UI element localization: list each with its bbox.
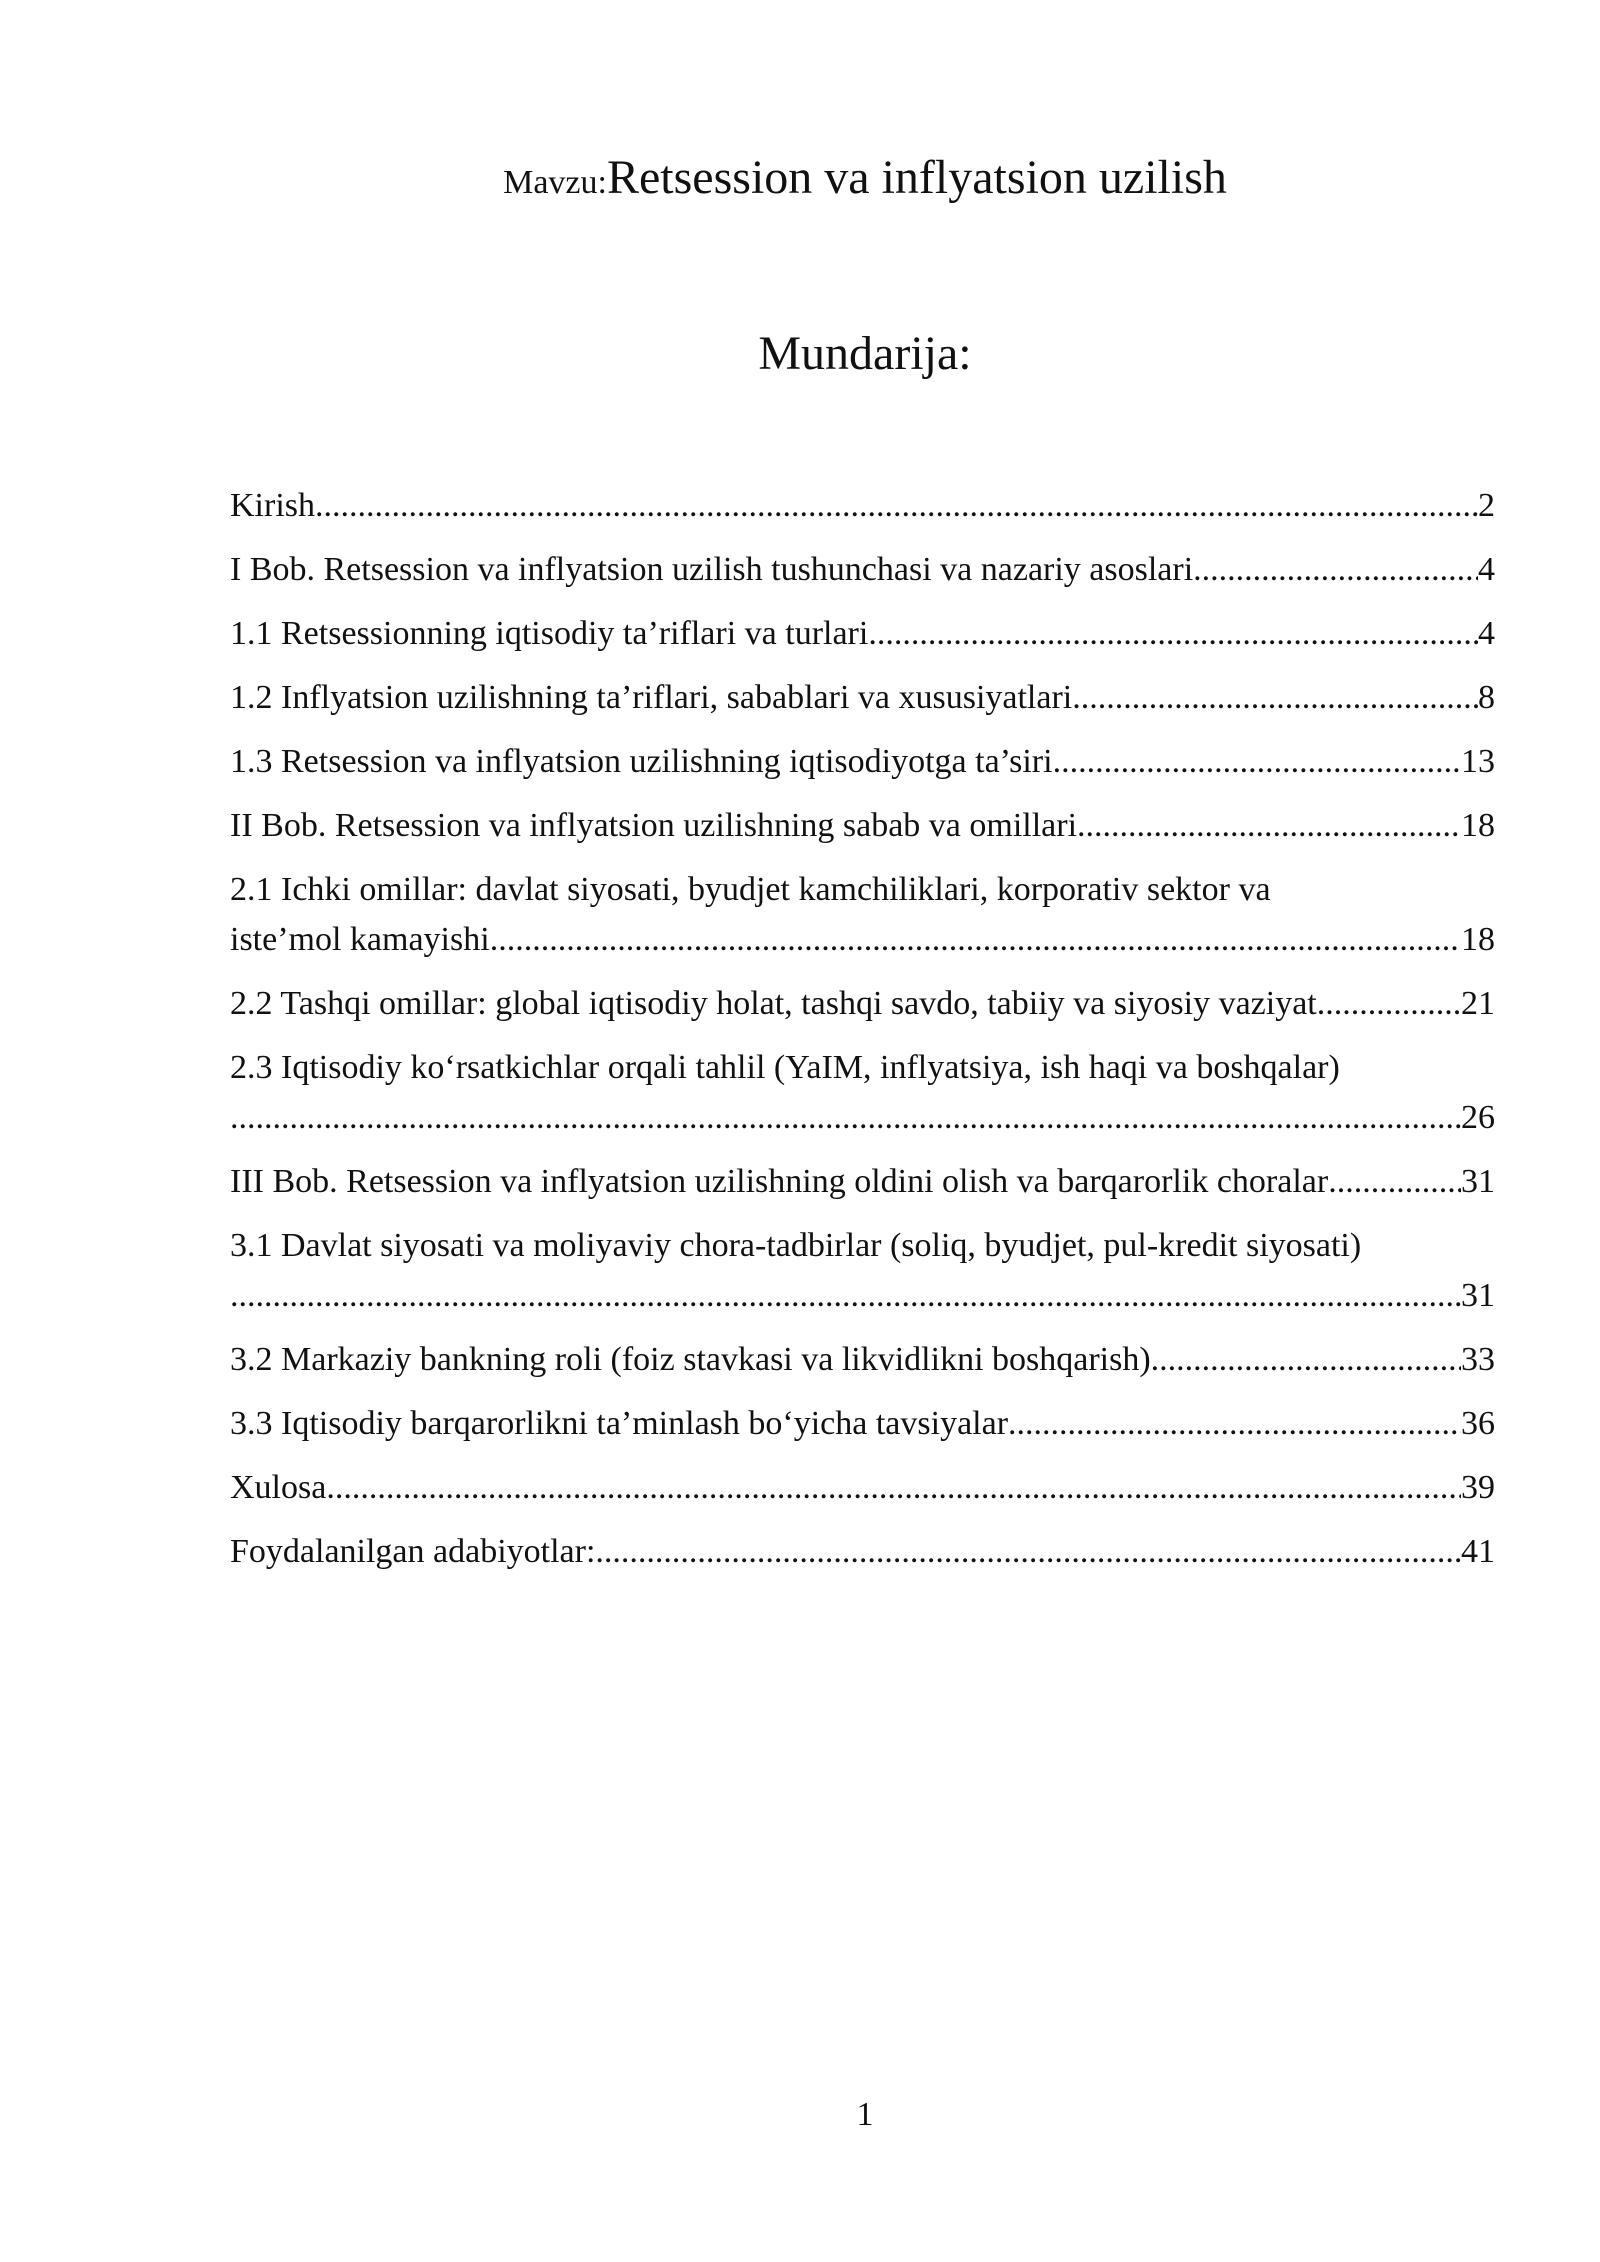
dot-leader: [230, 1271, 1461, 1321]
toc-entry: [230, 1527, 1495, 1577]
toc-entry-title: 3.2 Markaziy bankning roli (foiz stavkasi va likvidlikni boshqarish): [230, 1341, 1151, 1378]
toc-entry: [230, 1335, 1495, 1385]
dot-leader: [1008, 1399, 1461, 1449]
toc-entry: [230, 1221, 1495, 1321]
toc-entry-page: 4: [1478, 551, 1495, 588]
toc-entry-title: Kirish: [230, 487, 315, 524]
dot-leader: [595, 1527, 1461, 1577]
toc-entry-line: [230, 915, 1495, 965]
toc-entry-page: 36: [1461, 1405, 1495, 1442]
document-title: [0, 150, 1600, 205]
toc-entry-line: [230, 1463, 1495, 1513]
toc-entry-page: 21: [1461, 985, 1495, 1022]
toc-entry-page: 4: [1478, 615, 1495, 652]
dot-leader: [1053, 737, 1461, 787]
toc-entry: [230, 801, 1495, 851]
table-of-contents: [230, 481, 1495, 1591]
toc-entry: [230, 1157, 1495, 1207]
toc-entry-line: [230, 737, 1495, 787]
dot-leader: [1072, 673, 1478, 723]
toc-entry-page: 2: [1478, 487, 1495, 524]
toc-entry-title: Xulosa: [230, 1469, 327, 1506]
toc-entry: [230, 979, 1495, 1029]
toc-entry: [230, 1043, 1495, 1143]
toc-entry-title: 1.1 Retsessionning iqtisodiy ta’riflari va turlari: [230, 615, 869, 652]
toc-entry-title: iste’mol kamayishi: [230, 921, 490, 958]
dot-leader: [1077, 801, 1461, 851]
toc-entry-line: [230, 1271, 1495, 1321]
toc-entry-text-line: 2.3 Iqtisodiy ko‘rsatkichlar orqali tahlil (YaIM, inflyatsiya, ish haqi va boshqalar): [230, 1049, 1340, 1086]
toc-entry: [230, 673, 1495, 723]
dot-leader: [326, 1463, 1461, 1513]
toc-entry-title: Foydalanilgan adabiyotlar:: [230, 1533, 596, 1570]
toc-entry-title: III Bob. Retsession va inflyatsion uzilishning oldini olish va barqarorlik choralar: [230, 1163, 1329, 1200]
toc-entry-page: 39: [1461, 1469, 1495, 1506]
toc-entry-page: 33: [1461, 1341, 1495, 1378]
toc-entry-text-line: 2.1 Ichki omillar: davlat siyosati, byudjet kamchiliklari, korporativ sektor va: [230, 871, 1271, 908]
toc-entry-page: 41: [1461, 1533, 1495, 1570]
toc-entry: [230, 609, 1495, 659]
toc-entry-line: [230, 1157, 1495, 1207]
toc-entry: [230, 1463, 1495, 1513]
toc-entry-page: 18: [1461, 807, 1495, 844]
toc-entry-title: II Bob. Retsession va inflyatsion uzilishning sabab va omillari: [230, 807, 1078, 844]
toc-entry-page: 18: [1461, 921, 1495, 958]
toc-entry-title: I Bob. Retsession va inflyatsion uzilish tushunchasi va nazariy asoslari: [230, 551, 1194, 588]
dot-leader: [230, 1093, 1461, 1143]
toc-entry-text-line: 3.1 Davlat siyosati va moliyaviy chora-tadbirlar (soliq, byudjet, pul-kredit siyosati): [230, 1227, 1362, 1264]
title-main: Retsession va inflyatsion uzilish: [606, 151, 1227, 204]
dot-leader: [1328, 1157, 1461, 1207]
dot-leader: [1325, 979, 1461, 1029]
toc-entry-line: [230, 801, 1495, 851]
dot-leader: [1151, 1335, 1461, 1385]
dot-leader: [490, 915, 1461, 965]
toc-entry-page: 26: [1461, 1099, 1495, 1136]
toc-entry-title: 2.2 Tashqi omillar: global iqtisodiy holat, tashqi savdo, tabiiy va siyosiy vaziyat.: [230, 985, 1326, 1022]
toc-entry-line: [230, 673, 1495, 723]
toc-entry-line: [230, 979, 1495, 1029]
toc-entry-page: 31: [1461, 1277, 1495, 1314]
toc-entry: [230, 865, 1495, 965]
toc-entry-line: [230, 1335, 1495, 1385]
contents-heading: Mundarija:: [758, 327, 972, 380]
title-prefix: Mavzu:: [503, 164, 607, 201]
toc-entry-title: 3.3 Iqtisodiy barqarorlikni ta’minlash bo‘yicha tavsiyalar: [230, 1405, 1009, 1442]
toc-entry: [230, 1399, 1495, 1449]
page-number: 1: [856, 2096, 874, 2133]
toc-entry-title: 1.3 Retsession va inflyatsion uzilishning iqtisodiyotga ta’siri: [230, 743, 1053, 780]
dot-leader: [315, 481, 1478, 531]
toc-entry-line: [230, 1093, 1495, 1143]
toc-entry-line: [230, 1399, 1495, 1449]
toc-entry: [230, 737, 1495, 787]
toc-entry-line: [230, 1527, 1495, 1577]
toc-entry-page: 31: [1461, 1163, 1495, 1200]
toc-entry-line: [230, 609, 1495, 659]
toc-entry: [230, 481, 1495, 531]
toc-entry: [230, 545, 1495, 595]
toc-entry-page: 13: [1461, 743, 1495, 780]
dot-leader: [1193, 545, 1478, 595]
toc-entry-page: 8: [1478, 679, 1495, 716]
toc-entry-title: 1.2 Inflyatsion uzilishning ta’riflari, sabablari va xususiyatlari: [230, 679, 1073, 716]
toc-entry-line: [230, 545, 1495, 595]
dot-leader: [868, 609, 1478, 659]
toc-entry-line: [230, 481, 1495, 531]
